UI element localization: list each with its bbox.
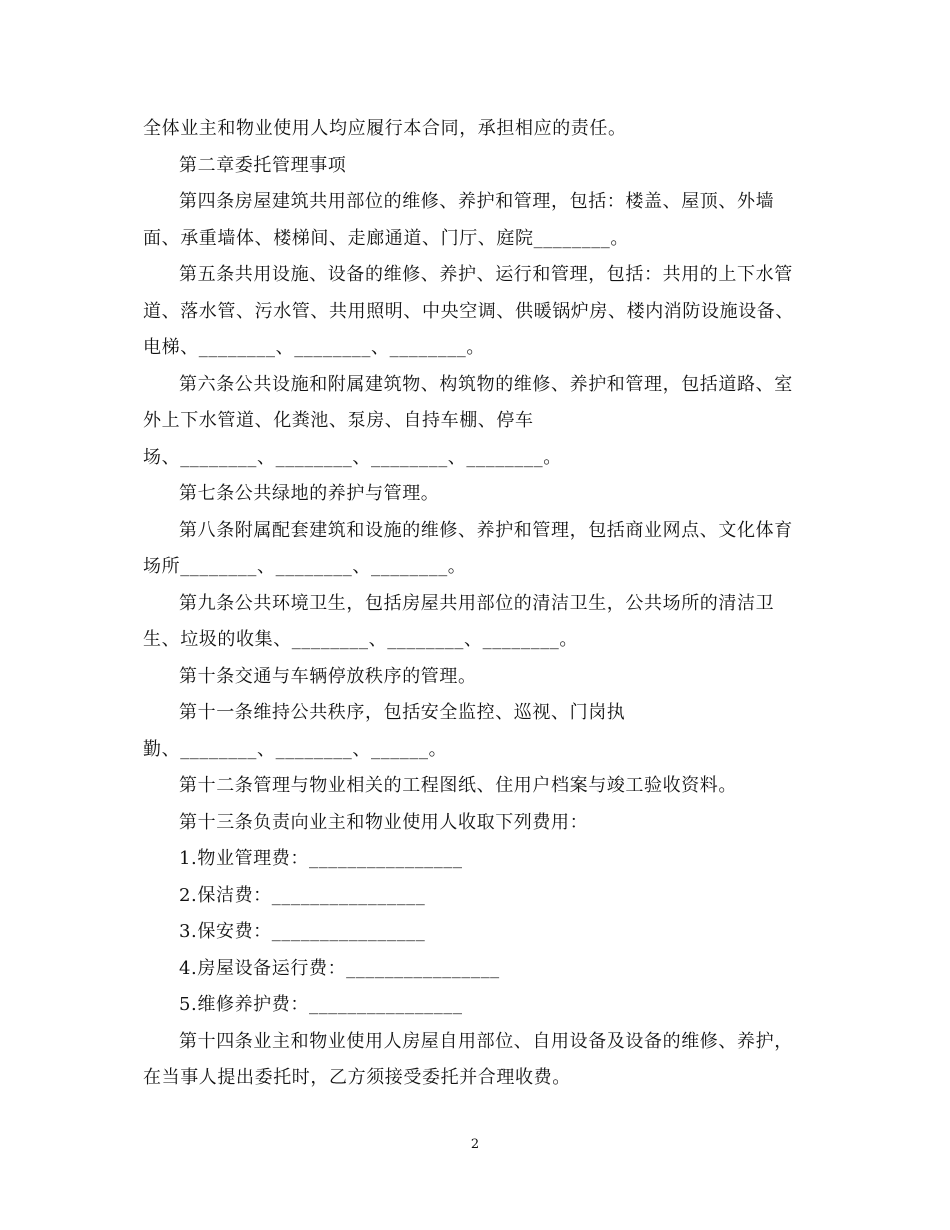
text-line: 第十条交通与车辆停放秩序的管理。 — [179, 665, 477, 687]
text-line: 场、________、________、________、________。 — [143, 446, 562, 468]
text-line: 第七条公共绿地的养护与管理。 — [179, 483, 440, 504]
text-line: 勤、________、________、______。 — [143, 738, 448, 760]
text-line: 道、落水管、污水管、共用照明、中央空调、供暖锅炉房、楼内消防设施设备、 — [143, 300, 794, 322]
text-line: 外上下水管道、化粪池、泵房、自持车棚、停车 — [143, 410, 534, 431]
text-line: 第九条公共环境卫生，包括房屋共用部位的清洁卫生，公共场所的清洁卫 — [179, 592, 775, 614]
page-number: 2 — [470, 1137, 480, 1152]
text-line: 生、垃圾的收集、________、________、________。 — [143, 629, 578, 650]
text-line: 全体业主和物业使用人均应履行本合同，承担相应的责任。 — [143, 118, 627, 139]
text-line: 4.房屋设备运行费：________________ — [179, 957, 500, 979]
text-line: 2.保洁费：________________ — [179, 884, 426, 906]
text-line: 第五条共用设施、设备的维修、养护、运行和管理，包括：共用的上下水管 — [179, 264, 793, 285]
text-line: 在当事人提出委托时，乙方须接受委托并合理收费。 — [143, 1067, 571, 1088]
text-line: 第四条房屋建筑共用部位的维修、养护和管理，包括：楼盖、屋顶、外墙 — [179, 191, 775, 212]
text-line: 3.保安费：________________ — [179, 921, 426, 942]
text-line: 第十一条维持公共秩序，包括安全监控、巡视、门岗执 — [179, 702, 626, 723]
text-line: 第八条附属配套建筑和设施的维修、养护和管理，包括商业网点、文化体育 — [179, 519, 793, 541]
text-line: 电梯、________、________、________。 — [143, 337, 485, 358]
text-line: 第六条公共设施和附属建筑物、构筑物的维修、养护和管理，包括道路、室 — [179, 373, 793, 395]
text-line: 5.维修养护费：________________ — [179, 994, 463, 1015]
text-line: 场所________、________、________。 — [143, 556, 467, 577]
document-body — [143, 111, 808, 1097]
text-line: 面、承重墙体、楼梯间、走廊通道、门厅、庭院________。 — [143, 227, 629, 249]
text-line: 第十三条负责向业主和物业使用人收取下列费用： — [179, 811, 589, 833]
text-line: 1.物业管理费：________________ — [179, 848, 463, 869]
text-line: 第十二条管理与物业相关的工程图纸、住用户档案与竣工验收资料。 — [179, 775, 737, 796]
text-line: 第二章委托管理事项 — [179, 154, 347, 176]
text-line: 第十四条业主和物业使用人房屋自用部位、自用设备及设备的维修、养护， — [179, 1030, 793, 1052]
